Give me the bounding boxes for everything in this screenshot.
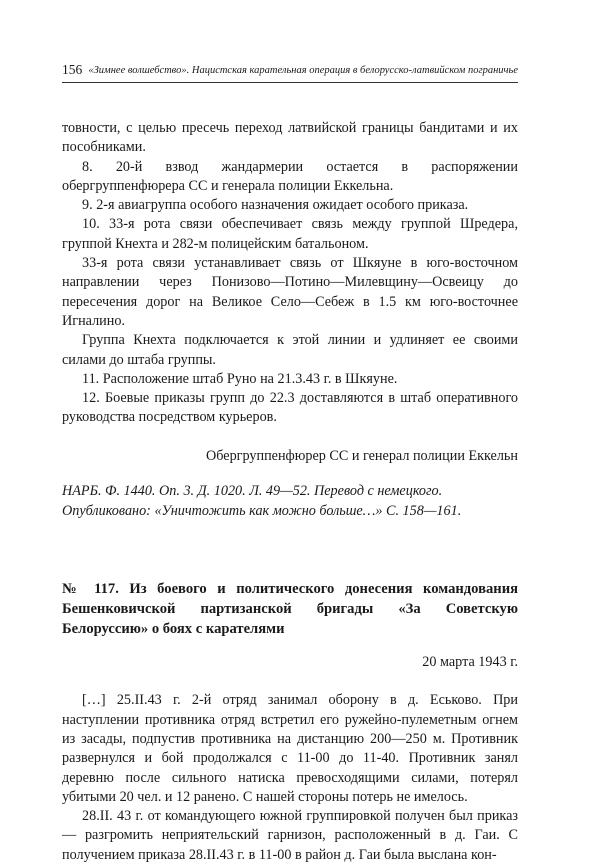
- paragraph-knecht-group: Группа Кнехта подключается к этой линии и удлиняет ее своими силами до штаба группы.: [62, 332, 518, 368]
- document-date: 20 марта 1943 г.: [422, 654, 518, 671]
- report-paragraph-1: […] 25.II.43 г. 2-й отряд занимал оборону в д. Еськово. При наступлении противника отряд встретил его ружейно-пулеметным огнем из засады, подпустив противника на дистанцию 200—250 м. Противник развернулся и бой продолжался с 11-00 до 11-40. Противник занял деревню после сильного натиска превосходящими силами, потерял убитыми 20 чел. и 12 ранено. С нашей стороны потерь не имелось.: [62, 692, 518, 805]
- paragraph-item-12: 12. Боевые приказы групп до 22.3 доставляются в штаб оперативного руководства посредством курьеров.: [62, 390, 518, 426]
- source-note: НАРБ. Ф. 1440. Оп. 3. Д. 1020. Л. 49—52. Перевод с немецкого. Опубликовано: «Уничтожить как можно больше…» С. 158—161.: [62, 483, 462, 520]
- paragraph-item-8: 8. 20-й взвод жандармерии остается в распоряжении обергруппенфюрера СС и генерала полиции Еккельна.: [62, 158, 518, 194]
- page-body: [62, 119, 518, 865]
- paragraph-signal-company: 33-я рота связи устанавливает связь от Шкяуне в юго-восточном направлении через Понизово—Потино—Милевщину—Освеицу до пересечения дорог на Великое Село—Себеж в 1.5 км юго-восточнее Игналино.: [62, 255, 518, 329]
- running-title: «Зимнее волшебство». Нацистская карательная операция в белорусско-латвийском пограничье: [88, 65, 518, 76]
- signature: Обергруппенфюрер СС и генерал полиции Еккельн: [206, 447, 518, 464]
- page-header: [62, 62, 518, 84]
- paragraph-item-11: 11. Расположение штаб Руно на 21.3.43 г. в Шкяуне.: [82, 370, 398, 387]
- paragraph-continuation: товности, с целью пресечь переход латвийской границы бандитами и их пособниками.: [62, 120, 518, 156]
- page-number: 156: [62, 62, 83, 77]
- document-title: № 117. Из боевого и политического донесения командования Бешенковичской партизанской бригады «За Советскую Белоруссию» о боях с карателями: [62, 581, 518, 638]
- paragraph-item-10: 10. 33-я рота связи обеспечивает связь между группой Шредера, группой Кнехта и 282-м полицейским батальоном.: [62, 216, 518, 252]
- header-rule: [62, 82, 518, 83]
- paragraph-item-9: 9. 2-я авиагруппа особого назначения ожидает особого приказа.: [82, 197, 469, 214]
- report-paragraph-2: 28.II. 43 г. от командующего южной группировкой получен был приказ — разгромить неприятельский гарнизон, расположенный в д. Гаи. С получением приказа 28.II.43 г. в 11-00 в район д. Гаи была выслана кон-: [62, 808, 518, 863]
